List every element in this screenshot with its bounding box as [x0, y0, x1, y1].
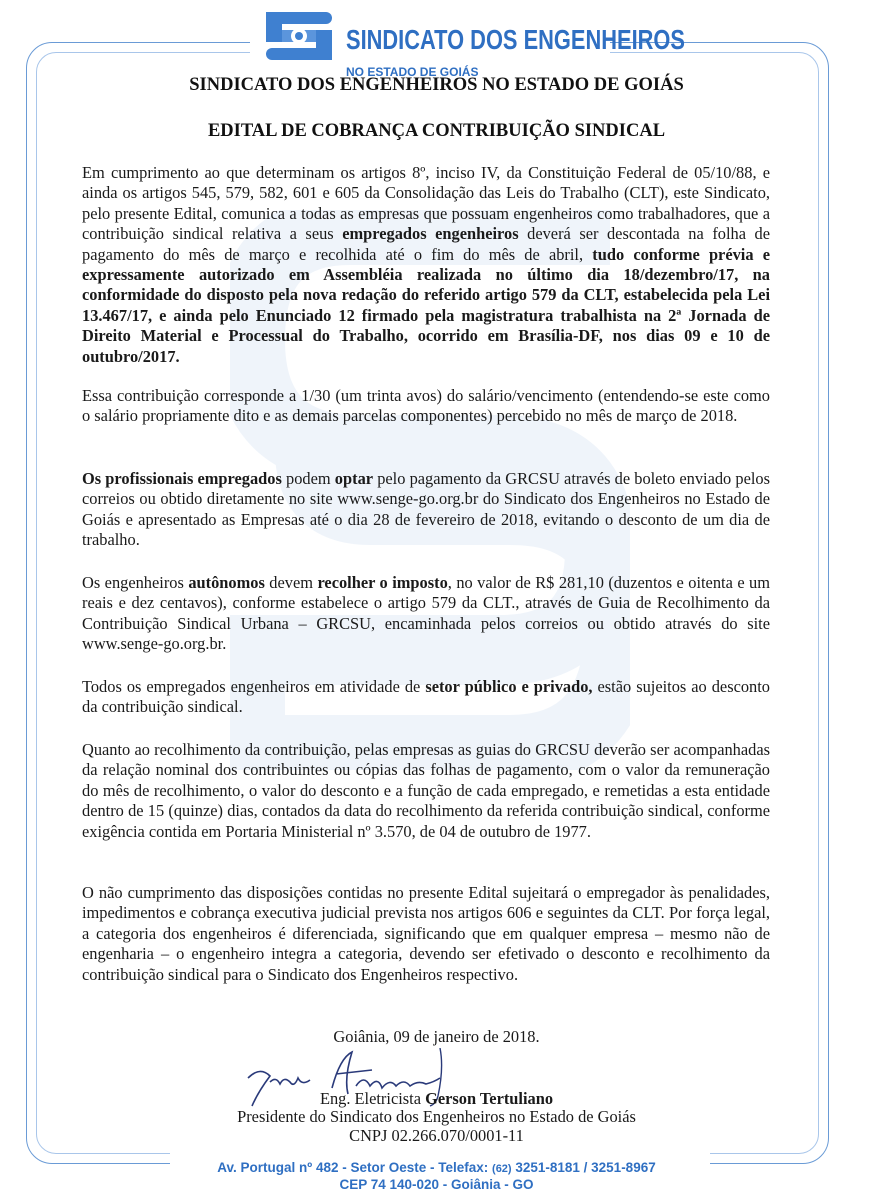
paragraph-5-text-c: estão sujeitos ao desconto da contribuição sindical.: [82, 677, 770, 717]
paragraph-6: Quanto ao recolhimento da contribuição, pelas empresas as guias do GRCSU deverão ser acompanhadas da relação nominal dos contribuintes ou cópias das folhas de pagamento, com o valor da remuneração do mês de recolhimento, o valor do desconto e a função de cada empregado, e remetidas a esta entidade dentro de 15 (quinze) dias, contados da data do recolhimento da referida contribuição sindical, conforme exigência contida em Portaria Ministerial nº 3.570, de 04 de outubro de 1977.: [82, 740, 770, 841]
footer-address-text: Av. Portugal nº 482 - Setor Oeste - Telefax:: [217, 1160, 493, 1175]
signer-cnpj: CNPJ 02.266.070/0001-11: [349, 1126, 524, 1145]
paragraph-4-text-c: devem: [264, 573, 318, 592]
brand-subtitle: NO ESTADO DE GOIÁS: [346, 65, 479, 79]
paragraph-1-bold-b: empregados engenheiros: [342, 224, 519, 244]
signer-line: [0, 1089, 873, 1109]
paragraph-4-text-a: Os engenheiros: [82, 573, 189, 592]
paragraph-3-text-d: pelo pagamento da GRCSU através de boleto enviado pelos correios ou obtido diretamente no site www.senge-go.org.br do Sindicato dos Engenheiros no Estado de Goiás e apresentado as Empresas até o dia 28 de fevereiro de 2018, evitando o desconto de um dia de trabalho.: [82, 469, 770, 550]
brand-name: SINDICATO DOS ENGENHEIROS: [346, 24, 685, 55]
paragraph-1-bold-d: tudo conforme prévia e expressamente autorizado em Assembléia realizada no último dia 18/dezembro/17, na conformidade do disposto pela nova redação do referido artigo 579 da CLT, estabelecida pela Lei 13.467/17, e ainda pelo Enunciado 12 firmado pela magistratura trabalhista na 2ª Jornada de Direito Material e Processual do Trabalho, ocorrido em Brasília-DF, nos dias 09 e 10 de outubro/2017.: [82, 244, 770, 366]
paragraph-5-text-a: Todos os empregados engenheiros em atividade de: [82, 677, 426, 696]
paragraph-5: [82, 677, 770, 718]
paragraph-3-bold-c: optar: [334, 469, 374, 488]
footer-address-ddd: (62): [492, 1163, 512, 1175]
paragraph-7: O não cumprimento das disposições contidas no presente Edital sujeitará o empregador às penalidades, impedimentos e cobrança executiva judicial prevista nos artigos 606 e seguintes da CLT. Por força legal, a categoria dos engenheiros é diferenciada, significando que em qualquer empresa – mesmo não de engenharia – o engenheiro integra a categoria, devendo ser efetivado o desconto e recolhimento da contribuição sindical para o Sindicato dos Engenheiros respectivo.: [82, 883, 770, 984]
paragraph-4-bold-b: autônomos: [188, 573, 265, 592]
paragraph-4-bold-d: recolher o imposto: [317, 573, 448, 592]
paragraph-3-text-b: podem: [281, 469, 335, 488]
paragraph-4-text-e: , no valor de R$ 281,10 (duzentos e oitenta e um reais e dez centavos), conforme estabelece o artigo 579 da CLT., através de Guia de Recolhimento da Contribuição Sindical Urbana – GRCSU, encaminhada pelos correios ou obtido através do site www.senge-go.org.br.: [82, 573, 770, 654]
paragraph-1-text-c: deverá ser descontada na folha de pagamento do mês de março e recolhida até o fim do mês de abril,: [82, 224, 770, 264]
paragraph-1: [82, 163, 770, 367]
signer-name: Gerson Tertuliano: [425, 1089, 554, 1108]
paragraph-4: [82, 573, 770, 655]
signer-role: Presidente do Sindicato dos Engenheiros no Estado de Goiás: [237, 1107, 636, 1126]
footer-cep: CEP 74 140-020 - Goiânia - GO: [339, 1177, 534, 1192]
paragraph-3: [82, 469, 770, 551]
paragraph-1-text-a: Em cumprimento ao que determinam os artigos 8º, inciso IV, da Constituição Federal de 05/10/88, e ainda os artigos 545, 579, 582, 601 e 605 da Consolidação das Leis do Trabalho (CLT), este Sindicato, pelo presente Edital, comunica a todas as empresas que possuam engenheiros como trabalhadores, que a contribuição sindical relativa a seus: [82, 163, 770, 244]
sindicato-logo-icon: [260, 10, 338, 62]
paragraph-3-bold-a: Os profissionais empregados: [82, 469, 282, 488]
signer-prefix: Eng. Eletricista: [319, 1089, 426, 1108]
date-place: Goiânia, 09 de janeiro de 2018.: [333, 1027, 540, 1046]
footer-address: [0, 1160, 873, 1175]
paragraph-5-bold-b: setor público e privado,: [425, 677, 593, 696]
document-title: SINDICATO DOS ENGENHEIROS NO ESTADO DE GOIÁS: [189, 75, 684, 95]
footer-address-phones: 3251-8181 / 3251-8967: [511, 1160, 656, 1175]
paragraph-2: Essa contribuição corresponde a 1/30 (um trinta avos) do salário/vencimento (entendendo-se este como o salário propriamente dito e as demais parcelas componentes) percebido no mês de março de 2018.: [82, 386, 770, 426]
document-heading: EDITAL DE COBRANÇA CONTRIBUIÇÃO SINDICAL: [207, 121, 666, 141]
